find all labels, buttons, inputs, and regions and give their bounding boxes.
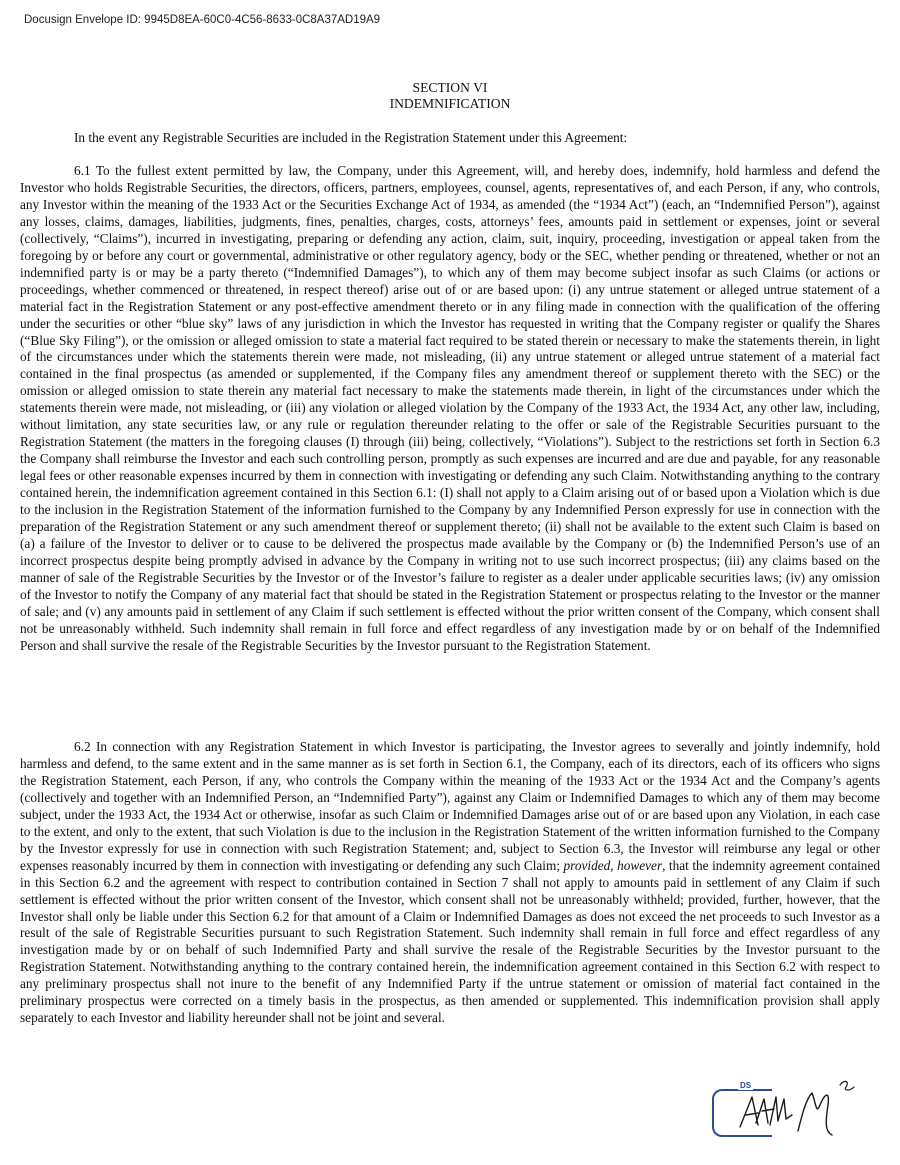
paragraph-6-1: 6.1 To the fullest extent permitted by law, the Company, under this Agreement, will, and hereby does, indemnify, hold harmless and defend the Investor who holds Registrable Securities, the directors, officers, partners, employees, counsel, agents, representatives of, and each Person, if any, who controls, any Investor within the meaning of the 1933 Act or the Securities Exchange Act of 1934, as amended (the “1934 Act”) (each, an “Indemnified Person”), against any losses, claims, damages, liabilities, judgments, fines, penalties, charges, costs, attorneys’ fees, amounts paid in settlement or expenses, joint or several (collectively, “Claims”), incurred in investigating, preparing or defending any action, claim, suit, inquiry, proceeding, investigation or appeal taken from the foregoing by or before any court or governmental, administrative or other regulatory agency, body or the SEC, whether pending or threatened, whether or not an indemnified party is or may be a party thereto (“Indemnified Damages”), to which any of them may become subject insofar as such Claims (or actions or proceedings, whether commenced or threatened, in respect thereof) arise out of or are based upon: (i) any untrue statement or alleged untrue statement of a material fact in the Registration Statement or any post-effective amendment thereto or in any filing made in connection with the qualification of the offering under the securities or other “blue sky” laws of any jurisdiction in which the Investor has requested in writing that the Company register or qualify the Shares (“Blue Sky Filing”), or the omission or alleged omission to state a material fact required to be stated therein or necessary to make the statements therein, in light of the circumstances under which the statements therein were made, not misleading, (ii) any untrue statement or alleged untrue statement of a material fact contained in the final prospectus (as amended or supplemented, if the Company files any amendment thereof or supplement thereto with the SEC) or the omission or alleged omission to state therein any material fact necessary to make the statements made therein, in light of the circumstances under which the statements therein were made, not misleading, or (iii) any violation or alleged violation by the Company of the 1933 Act, the 1934 Act, any other law, including, without limitation, any state securities law, or any rule or regulation thereunder relating to the offer or sale of the Registrable Securities pursuant to the Registration Statement (the matters in the foregoing clauses (I) through (iii) being, collectively, “Violations”). Subject to the restrictions set forth in Section 6.3 the Company shall reimburse the Investor and each such controlling person, promptly as such expenses are incurred and are due and payable, for any reasonable legal fees or other reasonable expenses incurred by them in connection with investigating or defending any such Claim. Notwithstanding anything to the contrary contained herein, the indemnification agreement contained in this Section 6.1: (I) shall not apply to a Claim arising out of or based upon a Violation which is due to the inclusion in the Registration Statement of the information furnished to the Company by any Indemnified Person expressly for use in connection with the preparation of the Registration Statement or any such amendment thereof or supplement thereto; (ii) shall not be available to the extent such Claim is based on (a) a failure of the Investor to deliver or to cause to be delivered the prospectus made available by the Company or (b) the Indemnified Person’s use of an incorrect prospectus despite being promptly advised in advance by the Company in writing not to use such incorrect prospectus; (iii) any claims based on the manner of sale of the Registrable Securities by the Investor or of the Investor’s failure to register as a dealer under applicable securities laws; (iv) any omission of the Investor to notify the Company of any material fact that should be stated in the Registration Statement or prospectus relating to the Investor or the manner of sale; and (v) any amounts paid in settlement of any Claim if such settlement is effected without the prior written consent of the Company, which consent shall not be unreasonably withheld. Such indemnity shall remain in full force and effect regardless of any investigation made by or on behalf of the Indemnified Person and shall survive the resale of the Registrable Securities by the Investor pursuant to the Registration Statement. — [20, 163, 880, 653]
docusign-initials — [712, 1075, 872, 1145]
signature-initials-image — [712, 1075, 872, 1145]
initials-stroke-2 — [798, 1093, 832, 1135]
section-title: INDEMNIFICATION — [389, 96, 511, 111]
paragraph-6-2-part-1: 6.2 In connection with any Registration Statement in which Investor is participating, the Investor agrees to severally and jointly indemnify, hold harmless and defend, to the same extent and in the same manner as is set forth in Section 6.1, the Company, each of its directors, each of its officers who signs the Registration Statement, each Person, if any, who controls the Company within the meaning of the 1933 Act or the 1934 Act and the Company’s agents (collectively and together with an Indemnified Person, an “Indemnified Party”), against any Claim or Indemnified Damages to which any of them may become subject, under the 1933 Act, the 1934 Act or otherwise, insofar as such Claim or Indemnified Damages arise out of or are based upon any Violation, in each case to the extent, and only to the extent, that such Violation is due to the inclusion in the Registration Statement of the written information furnished to the Company by the Investor expressly for use in connection with such Registration Statement; and, subject to Section 6.3, the Investor will reimburse any legal or other expenses reasonably incurred by them in connection with investigating or defending any such Claim; — [20, 739, 880, 873]
section-heading — [0, 80, 900, 112]
ds-label: DS — [740, 1081, 752, 1090]
initials-stroke-3 — [840, 1081, 854, 1090]
envelope-id: Docusign Envelope ID: 9945D8EA-60C0-4C56-8633-0C8A37AD19A9 — [24, 14, 381, 26]
section-number: SECTION VI — [412, 80, 488, 95]
paragraph-6-2-part-2: , that the indemnity agreement contained in this Section 6.2 and the agreement with respect to contribution contained in Section 7 shall not apply to amounts paid in settlement of any Claim if such settlement is effected without the prior written consent of the Investor, which consent shall not be unreasonably withheld; provided, further, however, that the Investor shall only be liable under this Section 6.2 for that amount of a Claim or Indemnified Damages as does not exceed the net proceeds to such Investor as a result of the sale of Registrable Securities pursuant to such Registration Statement. Such indemnity shall remain in full force and effect regardless of any investigation made by or on behalf of such Indemnified Party and shall survive the resale of the Registrable Securities by the Investor pursuant to the Registration Statement. Notwithstanding anything to the contrary contained herein, the indemnification agreement contained in this Section 6.2 with respect to any preliminary prospectus shall not inure to the benefit of any Indemnified Party if the untrue statement or omission of material fact contained in the preliminary prospectus were corrected on a timely basis in the prospectus, as then amended or supplemented. This indemnification provision shall apply separately to each Investor and liability hereunder shall not be joint and several. — [20, 857, 881, 1026]
intro-text: In the event any Registrable Securities are included in the Registration Statement under this Agreement: — [74, 130, 628, 145]
paragraph-6-2 — [20, 739, 880, 1027]
paragraph-6-2-proviso: provided, however — [563, 857, 663, 873]
initials-stroke-1 — [740, 1097, 792, 1127]
